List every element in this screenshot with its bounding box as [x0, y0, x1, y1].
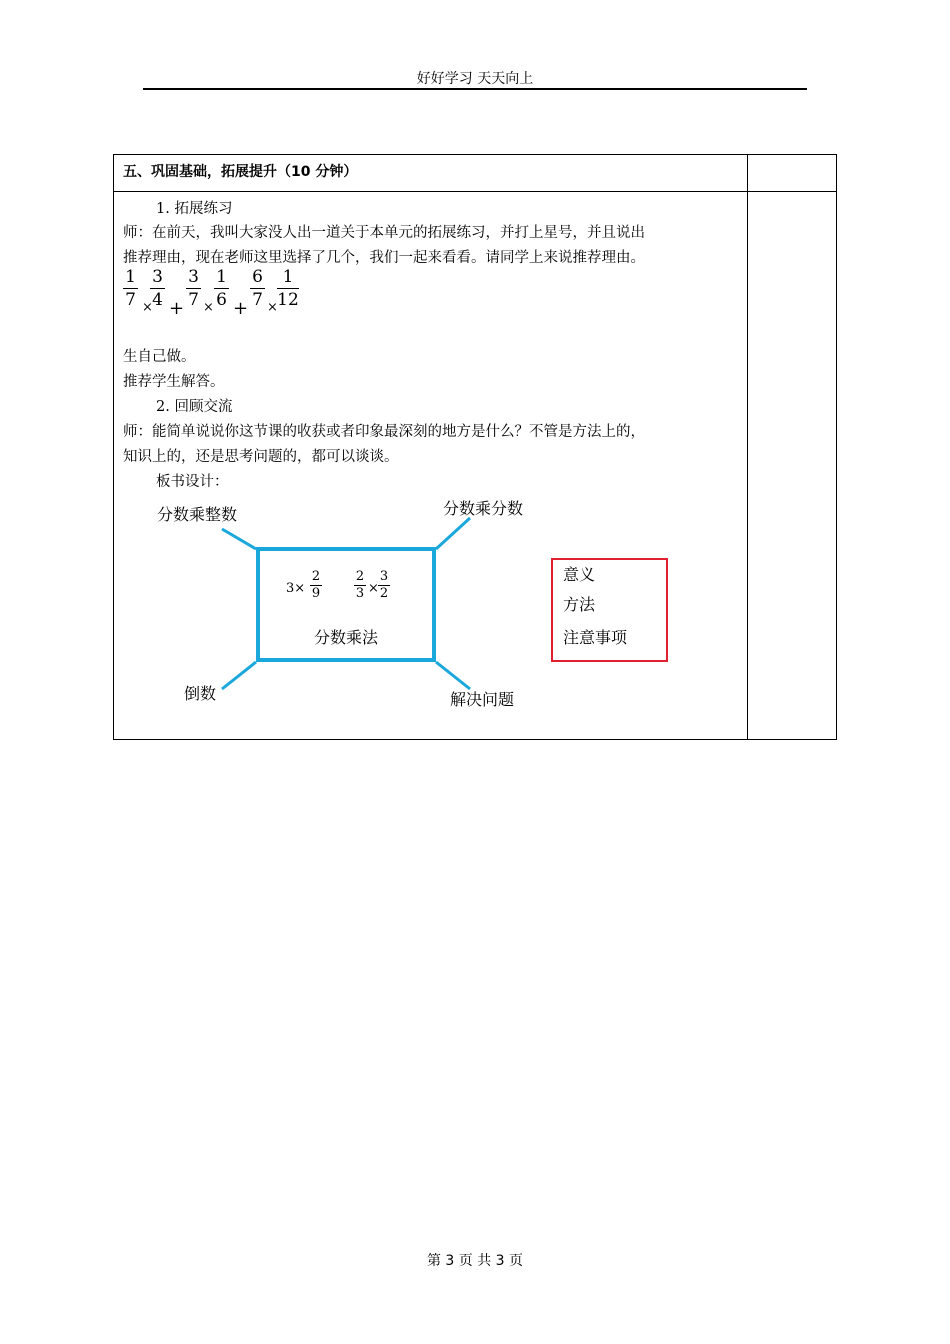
subheading-extension: 1. 拓展练习 — [156, 201, 233, 217]
central-concept-box — [256, 547, 436, 662]
fraction: 1 12 — [277, 267, 299, 310]
fraction: 3 2 — [379, 569, 389, 601]
connector-line — [436, 518, 470, 549]
subheading-review: 2. 回顾交流 — [156, 399, 233, 415]
fraction: 2 9 — [311, 569, 321, 601]
fraction: 2 3 — [355, 569, 365, 601]
page-footer: 第 3 页 共 3 页 — [426, 1253, 524, 1269]
header-divider — [143, 88, 807, 90]
paragraph-line: 师：能简单说说你这节课的收获或者印象最深刻的地方是什么？不管是方法上的， — [123, 424, 645, 440]
note-item: 注意事项 — [563, 628, 628, 647]
page-header: 好好学习 天天向上 — [416, 71, 534, 87]
notes-box — [551, 558, 668, 662]
plus-sign: + — [169, 298, 185, 319]
fraction: 1 7 — [123, 267, 138, 310]
fraction: 3 4 — [150, 267, 165, 310]
paragraph-line: 推荐学生解答。 — [123, 374, 225, 390]
fraction: 1 6 — [214, 267, 229, 310]
lesson-table — [113, 154, 837, 740]
board-connectors — [114, 155, 838, 741]
paragraph-line: 师：在前天，我叫大家没人出一道关于本单元的拓展练习，并打上星号，并且说出 — [123, 225, 645, 241]
paragraph-line: 知识上的，还是思考问题的，都可以谈谈。 — [123, 449, 399, 465]
paragraph-line: 推荐理由，现在老师这里选择了几个，我们一起来看看。请同学上来说推荐理由。 — [123, 250, 645, 266]
label-fraction-times-integer: 分数乘整数 — [157, 505, 238, 524]
section-title: 五、巩固基础，拓展提升（10 分钟） — [123, 164, 358, 180]
center-label: 分数乘法 — [313, 628, 378, 647]
times-sign: × — [203, 300, 214, 315]
times-sign: × — [142, 300, 153, 315]
example-expression: 3× — [286, 581, 306, 596]
times-sign: × — [368, 581, 379, 596]
connector-line — [222, 529, 256, 549]
times-sign: × — [267, 300, 278, 315]
label-reciprocal: 倒数 — [184, 684, 217, 703]
paragraph-line: 生自己做。 — [123, 349, 196, 365]
board-design-label: 板书设计： — [156, 474, 229, 490]
connector-line — [436, 662, 470, 689]
connector-line — [222, 662, 256, 689]
fraction: 3 7 — [186, 267, 201, 310]
label-problem-solving: 解决问题 — [450, 690, 515, 709]
fraction: 6 7 — [250, 267, 265, 310]
note-item: 方法 — [563, 595, 596, 614]
label-fraction-times-fraction: 分数乘分数 — [443, 499, 524, 518]
note-item: 意义 — [563, 565, 596, 584]
plus-sign: + — [233, 298, 249, 319]
